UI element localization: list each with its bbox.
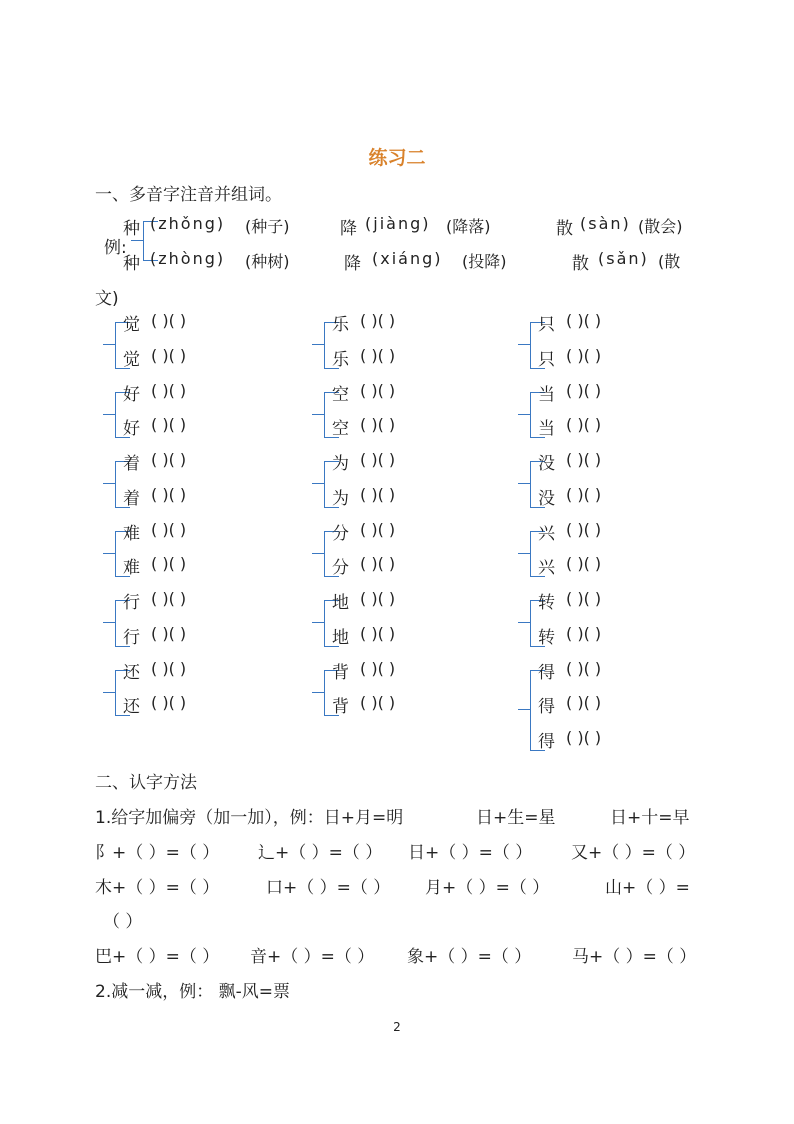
part2-intro: 2.减一减，例： 飘-风=票 <box>95 982 291 1002</box>
polyphone-char: 为 <box>332 454 349 474</box>
polyphone-char: 空 <box>332 419 349 439</box>
polyphone-char: 没 <box>538 488 555 509</box>
add-row1-item3: 日+（ ）=（ ） <box>408 843 533 863</box>
example-r2-pinyin2: (xiáng) <box>372 249 443 268</box>
polyphone-char: 没 <box>538 454 555 474</box>
answer-blank[interactable]: ( )( ) <box>151 311 187 330</box>
example-r1-word3: (散会) <box>638 217 683 236</box>
polyphone-char: 乐 <box>332 315 349 335</box>
example-label: 例: <box>104 238 127 258</box>
answer-blank[interactable]: ( )( ) <box>360 658 396 678</box>
example-r1-char3: 散 <box>556 219 573 239</box>
example-r2-char2: 降 <box>344 254 361 274</box>
example-r2-word2: (投降) <box>462 252 507 271</box>
polyphone-char: 好 <box>123 384 140 405</box>
example-r1-word1: (种子) <box>245 217 290 236</box>
example-r2-char3: 散 <box>572 254 589 274</box>
example-r2-char1: 种 <box>123 254 140 274</box>
polyphone-char: 兴 <box>538 523 555 544</box>
polyphone-char: 分 <box>332 523 349 544</box>
part1-example3: 日+十=早 <box>610 808 690 828</box>
add-row1-item2: 辶+（ ）=（ ） <box>258 843 383 863</box>
group-bracket-tick <box>312 622 324 623</box>
polyphone-char: 着 <box>123 488 140 509</box>
add-row2-wrap: （ ） <box>103 912 143 932</box>
example-r2-pinyin1: (zhòng) <box>150 249 226 268</box>
polyphone-char: 好 <box>123 419 140 439</box>
polyphone-char: 还 <box>123 697 140 717</box>
section2-heading: 二、认字方法 <box>95 773 197 793</box>
polyphone-char: 难 <box>123 523 140 544</box>
polyphone-char: 空 <box>332 384 349 405</box>
answer-blank[interactable]: ( )( ) <box>360 519 396 539</box>
answer-blank[interactable]: ( )( ) <box>151 415 187 434</box>
answer-blank[interactable]: ( )( ) <box>360 345 396 365</box>
example-r2-pinyin3: (sǎn) <box>598 249 649 268</box>
example-bracket-tick <box>131 240 143 241</box>
add-row3-item4: 马+（ ）=（ ） <box>572 947 697 967</box>
polyphone-char: 只 <box>538 315 555 335</box>
add-row2-item1: 木+（ ）=（ ） <box>95 878 220 898</box>
add-row3-item3: 象+（ ）=（ ） <box>407 947 532 967</box>
polyphone-char: 转 <box>538 627 555 648</box>
polyphone-char: 只 <box>538 349 555 370</box>
add-row2-item4: 山+（ ）= <box>605 878 690 898</box>
group-bracket-tick <box>518 622 530 623</box>
example-r2-word3: (散 <box>658 252 681 271</box>
answer-blank[interactable]: ( )( ) <box>151 623 187 643</box>
example-r1-pinyin1: (zhǒng) <box>150 214 226 233</box>
polyphone-char: 背 <box>332 697 349 717</box>
add-row3-item2: 音+（ ）=（ ） <box>250 947 375 967</box>
polyphone-char: 难 <box>123 558 140 578</box>
group-bracket-tick <box>518 414 530 415</box>
answer-blank[interactable]: ( )( ) <box>360 415 396 434</box>
answer-blank[interactable]: ( )( ) <box>360 484 396 504</box>
answer-blank[interactable]: ( )( ) <box>566 623 602 643</box>
group-bracket-tick <box>103 414 115 415</box>
answer-blank[interactable]: ( )( ) <box>151 658 187 678</box>
answer-blank[interactable]: ( )( ) <box>566 311 602 330</box>
group-bracket-tick <box>312 344 324 345</box>
add-row1-item1: 阝+（ ）=（ ） <box>95 843 220 863</box>
polyphone-char: 地 <box>332 627 349 648</box>
example-r1-word2: (降落) <box>446 217 491 236</box>
example-r1-pinyin2: (jiàng) <box>365 214 431 233</box>
answer-blank[interactable]: ( )( ) <box>566 519 602 539</box>
answer-blank[interactable]: ( )( ) <box>360 589 396 608</box>
group-bracket-tick <box>312 483 324 484</box>
add-row2-item3: 月+（ ）=（ ） <box>425 878 550 898</box>
example-r1-char2: 降 <box>340 219 357 239</box>
group-bracket-tick <box>312 553 324 554</box>
polyphone-char: 觉 <box>123 315 140 335</box>
polyphone-char: 背 <box>332 662 349 683</box>
section1-heading: 一、多音字注音并组词。 <box>95 185 282 205</box>
answer-blank[interactable]: ( )( ) <box>360 311 396 330</box>
answer-blank[interactable]: ( )( ) <box>360 554 396 573</box>
part1-intro: 1.给字加偏旁（加一加），例：日+月=明 <box>95 808 404 828</box>
answer-blank[interactable]: ( )( ) <box>151 554 187 573</box>
answer-blank[interactable]: ( )( ) <box>151 450 187 469</box>
answer-blank[interactable]: ( )( ) <box>151 589 187 608</box>
group-bracket-tick <box>518 553 530 554</box>
polyphone-char: 为 <box>332 488 349 509</box>
group-bracket-tick <box>518 483 530 484</box>
polyphone-char: 觉 <box>123 349 140 370</box>
answer-blank[interactable]: ( )( ) <box>151 380 187 400</box>
polyphone-char: 着 <box>123 454 140 474</box>
polyphone-char: 转 <box>538 593 555 613</box>
group-bracket-tick <box>312 414 324 415</box>
add-row2-item2: 口+（ ）=（ ） <box>266 878 391 898</box>
polyphone-char: 得 <box>538 662 555 683</box>
answer-blank[interactable]: ( )( ) <box>151 693 187 712</box>
polyphone-char: 分 <box>332 558 349 578</box>
part1-example2: 日+生=星 <box>476 808 556 828</box>
answer-blank[interactable]: ( )( ) <box>566 415 602 434</box>
polyphone-char: 行 <box>123 627 140 648</box>
polyphone-char: 兴 <box>538 558 555 578</box>
page-number: 2 <box>393 1020 401 1034</box>
polyphone-char: 乐 <box>332 349 349 370</box>
answer-blank[interactable]: ( )( ) <box>566 450 602 469</box>
answer-blank[interactable]: ( )( ) <box>566 345 602 365</box>
answer-blank[interactable]: ( )( ) <box>566 658 602 678</box>
answer-blank[interactable]: ( )( ) <box>151 345 187 365</box>
answer-blank[interactable]: ( )( ) <box>360 450 396 469</box>
answer-blank[interactable]: ( )( ) <box>151 484 187 504</box>
group-bracket-tick <box>103 483 115 484</box>
polyphone-char: 得 <box>538 731 555 752</box>
answer-blank[interactable]: ( )( ) <box>360 693 396 712</box>
answer-blank[interactable]: ( )( ) <box>151 519 187 539</box>
answer-blank[interactable]: ( )( ) <box>566 554 602 573</box>
add-row1-item4: 又+（ ）=（ ） <box>571 843 696 863</box>
answer-blank[interactable]: ( )( ) <box>566 484 602 504</box>
group-bracket-tick <box>103 622 115 623</box>
polyphone-char: 地 <box>332 593 349 613</box>
group-bracket-tick <box>103 692 115 693</box>
group-bracket-tick <box>518 344 530 345</box>
answer-blank[interactable]: ( )( ) <box>566 693 602 712</box>
group-bracket-tick <box>103 553 115 554</box>
answer-blank[interactable]: ( )( ) <box>360 623 396 643</box>
example-r1-pinyin3: (sàn) <box>580 214 631 233</box>
add-row3-item1: 巴+（ ）=（ ） <box>95 947 220 967</box>
answer-blank[interactable]: ( )( ) <box>566 380 602 400</box>
polyphone-char: 当 <box>538 384 555 405</box>
polyphone-char: 当 <box>538 419 555 439</box>
page-title: 练习二 <box>368 147 426 169</box>
polyphone-char: 还 <box>123 662 140 683</box>
example-wrap: 文) <box>95 289 119 309</box>
polyphone-char: 行 <box>123 593 140 613</box>
answer-blank[interactable]: ( )( ) <box>360 380 396 400</box>
answer-blank[interactable]: ( )( ) <box>566 727 602 747</box>
group-bracket-tick <box>518 709 530 710</box>
answer-blank[interactable]: ( )( ) <box>566 589 602 608</box>
example-r1-char1: 种 <box>123 219 140 239</box>
group-bracket-tick <box>103 344 115 345</box>
example-r2-word1: (种树) <box>245 252 290 271</box>
polyphone-char: 得 <box>538 697 555 717</box>
group-bracket-tick <box>312 692 324 693</box>
